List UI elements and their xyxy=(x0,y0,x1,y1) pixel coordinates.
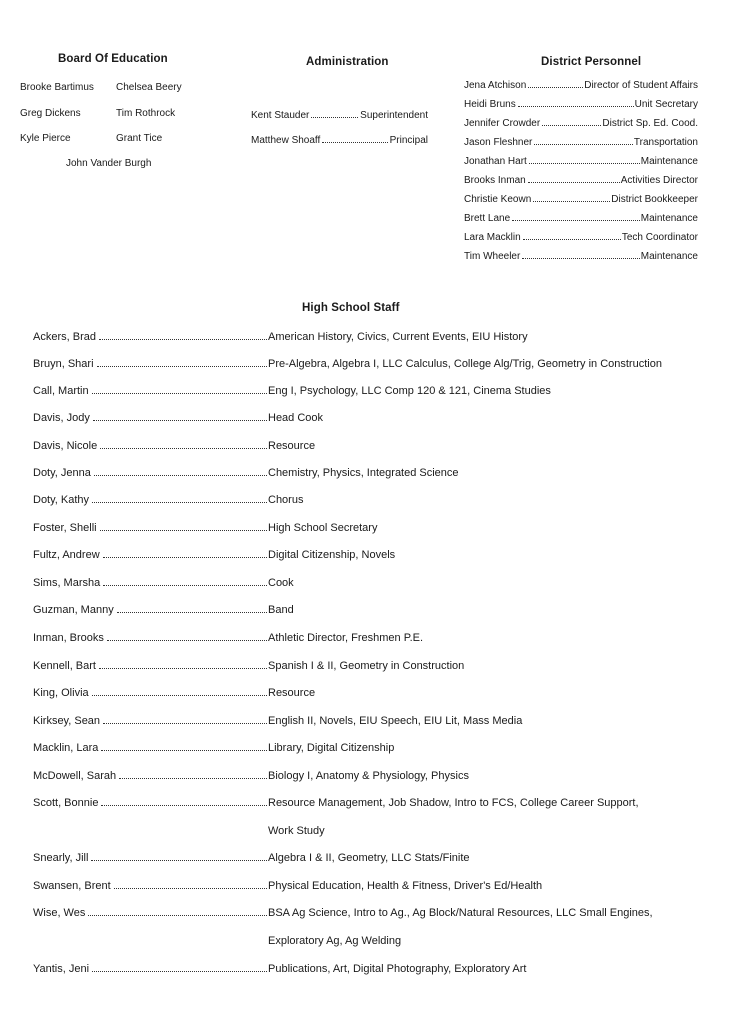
board-member: Kyle Pierce xyxy=(20,133,71,144)
district-name: Jena Atchison xyxy=(464,80,527,91)
admin-row xyxy=(251,110,428,121)
staff-role: Resource Management, Job Shadow, Intro to FCS, College Career Support, xyxy=(268,797,639,809)
district-row xyxy=(464,175,698,186)
staff-row xyxy=(33,494,713,506)
staff-name: Davis, Nicole xyxy=(33,440,98,452)
staff-role: Spanish I & II, Geometry in Construction xyxy=(268,660,465,672)
district-heading: District Personnel xyxy=(541,56,642,68)
district-name: Jason Fleshner xyxy=(464,137,533,148)
staff-name: King, Olivia xyxy=(33,687,89,699)
staff-row xyxy=(33,715,713,727)
admin-name: Matthew Shoaff xyxy=(251,135,321,146)
district-row xyxy=(464,194,698,205)
staff-name: Scott, Bonnie xyxy=(33,797,99,809)
dotted-leader xyxy=(88,915,267,916)
district-role: Maintenance xyxy=(640,251,698,262)
board-member: Brooke Bartimus xyxy=(20,82,94,93)
staff-row xyxy=(33,467,713,479)
admin-row xyxy=(251,135,428,146)
staff-row xyxy=(33,412,713,424)
district-name: Christie Keown xyxy=(464,194,532,205)
dotted-leader xyxy=(117,612,267,613)
staff-role: Chemistry, Physics, Integrated Science xyxy=(268,467,459,479)
district-role: Tech Coordinator xyxy=(621,232,698,243)
district-role: District Bookkeeper xyxy=(611,194,698,205)
staff-name: Doty, Jenna xyxy=(33,467,91,479)
admin-role: Superintendent xyxy=(360,110,428,121)
staff-row xyxy=(33,331,713,343)
district-name: Lara Macklin xyxy=(464,232,521,243)
staff-row xyxy=(33,687,713,699)
staff-name: Doty, Kathy xyxy=(33,494,90,506)
staff-role: Algebra I & II, Geometry, LLC Stats/Finite xyxy=(268,852,470,864)
staff-row xyxy=(33,797,713,809)
dotted-leader xyxy=(119,778,267,779)
dotted-leader xyxy=(92,695,267,696)
staff-row xyxy=(33,549,713,561)
dotted-leader xyxy=(97,366,267,367)
staff-role: Pre-Algebra, Algebra I, LLC Calculus, College Alg/Trig, Geometry in Construction xyxy=(268,358,662,370)
staff-role-continuation: Exploratory Ag, Ag Welding xyxy=(268,935,402,947)
district-role: Maintenance xyxy=(640,156,698,167)
dotted-leader xyxy=(103,557,267,558)
staff-role: Library, Digital Citizenship xyxy=(268,742,395,754)
dotted-leader xyxy=(101,805,267,806)
district-row xyxy=(464,80,698,91)
dotted-leader xyxy=(107,640,267,641)
dotted-leader xyxy=(92,971,267,972)
staff-name: Bruyn, Shari xyxy=(33,358,94,370)
staff-role: Resource xyxy=(268,440,316,452)
staff-role: Chorus xyxy=(268,494,304,506)
staff-name: Sims, Marsha xyxy=(33,577,101,589)
staff-role: Physical Education, Health & Fitness, Driver's Ed/Health xyxy=(268,880,543,892)
district-role: Director of Student Affairs xyxy=(584,80,698,91)
staff-name: Macklin, Lara xyxy=(33,742,99,754)
staff-name: Kirksey, Sean xyxy=(33,715,101,727)
board-member: John Vander Burgh xyxy=(66,158,152,169)
dotted-leader xyxy=(100,530,267,531)
staff-row xyxy=(33,358,713,370)
board-member: Tim Rothrock xyxy=(116,108,176,119)
dotted-leader xyxy=(92,393,267,394)
staff-row xyxy=(33,852,713,864)
dotted-leader xyxy=(103,723,267,724)
staff-row xyxy=(33,577,713,589)
staff-row xyxy=(33,632,713,644)
staff-row xyxy=(33,604,713,616)
staff-role: Biology I, Anatomy & Physiology, Physics xyxy=(268,770,469,782)
district-name: Jonathan Hart xyxy=(464,156,527,167)
staff-role: Digital Citizenship, Novels xyxy=(268,549,396,561)
staff-name: Wise, Wes xyxy=(33,907,86,919)
staff-role: Eng I, Psychology, LLC Comp 120 & 121, Cinema Studies xyxy=(268,385,551,397)
staff-name: Davis, Jody xyxy=(33,412,90,424)
dotted-leader xyxy=(114,888,267,889)
dotted-leader xyxy=(99,668,267,669)
district-role: Transportation xyxy=(633,137,698,148)
staff-role: Publications, Art, Digital Photography, Exploratory Art xyxy=(268,963,527,975)
district-row xyxy=(464,232,698,243)
board-member: Greg Dickens xyxy=(20,108,81,119)
staff-name: Call, Martin xyxy=(33,385,89,397)
admin-name: Kent Stauder xyxy=(251,110,310,121)
district-role: Maintenance xyxy=(640,213,698,224)
staff-row xyxy=(33,880,713,892)
dotted-leader xyxy=(101,750,267,751)
district-row xyxy=(464,251,698,262)
staff-name: Swansen, Brent xyxy=(33,880,111,892)
board-heading: Board Of Education xyxy=(58,53,168,65)
district-name: Brooks Inman xyxy=(464,175,526,186)
staff-row xyxy=(33,742,713,754)
district-role: Activities Director xyxy=(620,175,698,186)
staff-role: American History, Civics, Current Events, EIU History xyxy=(268,331,528,343)
staff-name: Yantis, Jeni xyxy=(33,963,90,975)
district-name: Brett Lane xyxy=(464,213,511,224)
staff-role: Head Cook xyxy=(268,412,324,424)
dotted-leader xyxy=(94,475,267,476)
staff-row xyxy=(33,907,713,919)
board-member: Chelsea Beery xyxy=(116,82,182,93)
staff-row xyxy=(33,770,713,782)
staff-row xyxy=(33,440,713,452)
district-name: Heidi Bruns xyxy=(464,99,516,110)
district-row xyxy=(464,118,698,129)
staff-role: Resource xyxy=(268,687,316,699)
dotted-leader xyxy=(93,420,267,421)
dotted-leader xyxy=(99,339,267,340)
staff-name: Guzman, Manny xyxy=(33,604,114,616)
staff-name: Inman, Brooks xyxy=(33,632,104,644)
administration-heading: Administration xyxy=(306,56,389,68)
district-row xyxy=(464,213,698,224)
staff-heading: High School Staff xyxy=(302,302,400,314)
board-member: Grant Tice xyxy=(116,133,163,144)
admin-role: Principal xyxy=(389,135,428,146)
district-name: Jennifer Crowder xyxy=(464,118,541,129)
dotted-leader xyxy=(100,448,267,449)
staff-role: Band xyxy=(268,604,294,616)
dotted-leader xyxy=(92,502,267,503)
staff-row xyxy=(33,522,713,534)
dotted-leader xyxy=(91,860,267,861)
district-role: District Sp. Ed. Cood. xyxy=(602,118,698,129)
district-row xyxy=(464,99,698,110)
staff-name: Ackers, Brad xyxy=(33,331,96,343)
staff-role-continuation: Work Study xyxy=(268,825,325,837)
staff-row xyxy=(33,385,713,397)
staff-name: Foster, Shelli xyxy=(33,522,97,534)
district-role: Unit Secretary xyxy=(634,99,698,110)
staff-name: McDowell, Sarah xyxy=(33,770,117,782)
staff-name: Kennell, Bart xyxy=(33,660,96,672)
staff-row xyxy=(33,963,713,975)
staff-role: High School Secretary xyxy=(268,522,378,534)
staff-name: Snearly, Jill xyxy=(33,852,89,864)
staff-role: BSA Ag Science, Intro to Ag., Ag Block/Natural Resources, LLC Small Engines, xyxy=(268,907,653,919)
district-row xyxy=(464,137,698,148)
staff-role: Cook xyxy=(268,577,294,589)
staff-role: English II, Novels, EIU Speech, EIU Lit, Mass Media xyxy=(268,715,523,727)
staff-name: Fultz, Andrew xyxy=(33,549,100,561)
dotted-leader xyxy=(103,585,267,586)
district-row xyxy=(464,156,698,167)
staff-role: Athletic Director, Freshmen P.E. xyxy=(268,632,424,644)
staff-row xyxy=(33,660,713,672)
district-name: Tim Wheeler xyxy=(464,251,521,262)
